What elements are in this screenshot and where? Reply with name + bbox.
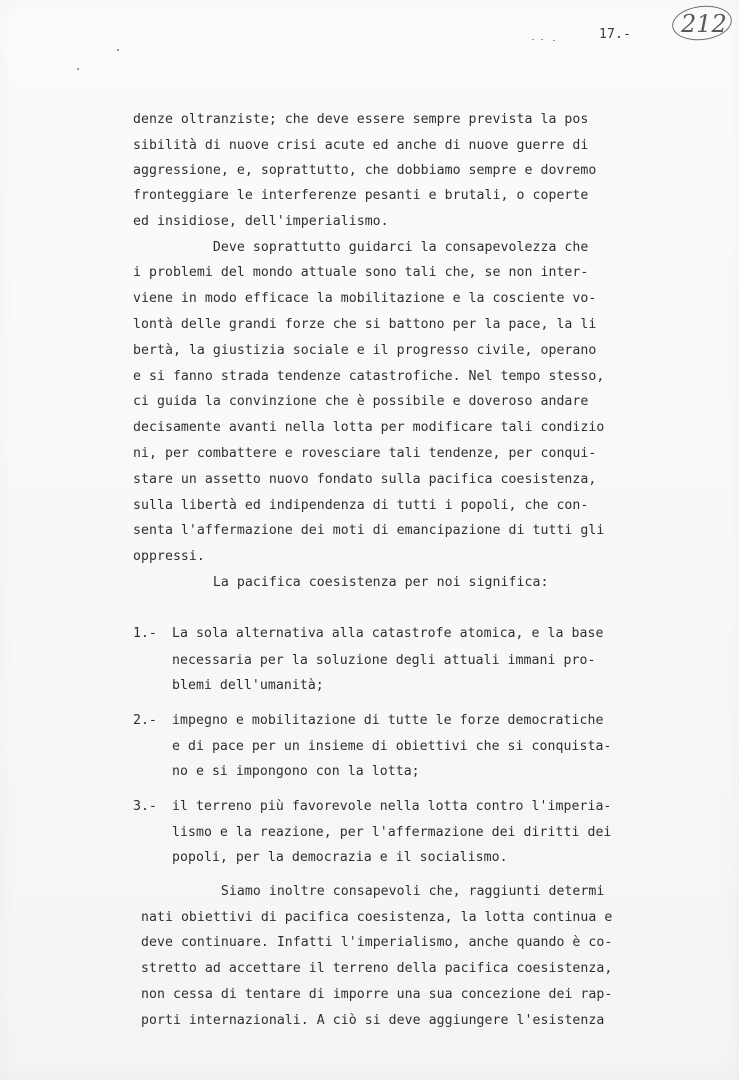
- body-line: ed insidiose, dell'imperialismo.: [133, 214, 389, 229]
- body-line: sibilità di nuove crisi acute ed anche di nuove guerre di: [133, 138, 589, 153]
- page-number: 17.-: [599, 27, 632, 42]
- body-line: aggressione, e, soprattutto, che dobbiamo sempre e dovremo: [133, 163, 597, 178]
- paper-speck: [117, 49, 119, 51]
- body-line: ci guida la convinzione che è possibile e doveroso andare: [133, 394, 589, 409]
- archive-number: 212: [681, 10, 727, 38]
- list-item-line: La sola alternativa alla catastrofe atomica, e la base: [172, 626, 604, 641]
- body-line: stretto ad accettare il terreno della pacifica coesistenza,: [141, 961, 613, 976]
- body-line: deve continuare. Infatti l'imperialismo, anche quando è co-: [141, 935, 613, 950]
- list-item-line: no e si impongono con la lotta;: [172, 764, 420, 779]
- body-line: La pacifica coesistenza per noi significa:: [133, 575, 549, 590]
- body-line: ni, per combattere e rovesciare tali tendenze, per conqui-: [133, 446, 597, 461]
- list-item-line: necessaria per la soluzione degli attuali immani pro-: [172, 653, 596, 668]
- list-item-line: impegno e mobilitazione di tutte le forze democratiche: [172, 713, 604, 728]
- body-line: nati obiettivi di pacifica coesistenza, la lotta continua e: [141, 910, 613, 925]
- list-item-line: il terreno più favorevole nella lotta contro l'imperia-: [172, 799, 612, 814]
- paper-speck: [541, 39, 543, 40]
- body-line: non cessa di tentare di imporre una sua concezione dei rap-: [141, 987, 613, 1002]
- list-item-number: 1.-: [133, 626, 157, 641]
- paper-speck: [77, 68, 79, 70]
- body-line: e si fanno strada tendenze catastrofiche. Nel tempo stesso,: [133, 369, 605, 384]
- paper-speck: [532, 39, 534, 40]
- body-line: decisamente avanti nella lotta per modificare tali condizio: [133, 420, 605, 435]
- body-line: bertà, la giustizia sociale e il progresso civile, operano: [133, 343, 597, 358]
- list-item-line: blemi dell'umanità;: [172, 678, 324, 693]
- body-line: senta l'affermazione dei moti di emancipazione di tutti gli: [133, 523, 605, 538]
- list-item-number: 3.-: [133, 799, 157, 814]
- list-item-line: e di pace per un insieme di obiettivi che si conquista-: [172, 739, 612, 754]
- body-line: porti internazionali. A ciò si deve aggiungere l'esistenza: [141, 1013, 605, 1028]
- list-item-line: lismo e la reazione, per l'affermazione dei diritti dei: [172, 825, 612, 840]
- body-line: viene in modo efficace la mobilitazione e la cosciente vo-: [133, 291, 597, 306]
- body-line: i problemi del mondo attuale sono tali che, se non inter-: [133, 265, 589, 280]
- body-line: sulla libertà ed indipendenza di tutti i popoli, che con-: [133, 498, 589, 513]
- body-line: denze oltranziste; che deve essere sempre prevista la pos: [133, 112, 589, 127]
- list-item-number: 2.-: [133, 713, 157, 728]
- body-line: lontà delle grandi forze che si battono per la pace, la li: [133, 317, 597, 332]
- list-item-line: popoli, per la democrazia e il socialismo.: [172, 850, 508, 865]
- paper-speck: [553, 40, 555, 41]
- body-line: oppressi.: [133, 549, 205, 564]
- body-line: fronteggiare le interferenze pesanti e brutali, o coperte: [133, 188, 589, 203]
- body-line: Siamo inoltre consapevoli che, raggiunti determi: [141, 884, 605, 899]
- body-line: Deve soprattutto guidarci la consapevolezza che: [133, 240, 589, 255]
- body-line: stare un assetto nuovo fondato sulla pacifica coesistenza,: [133, 472, 597, 487]
